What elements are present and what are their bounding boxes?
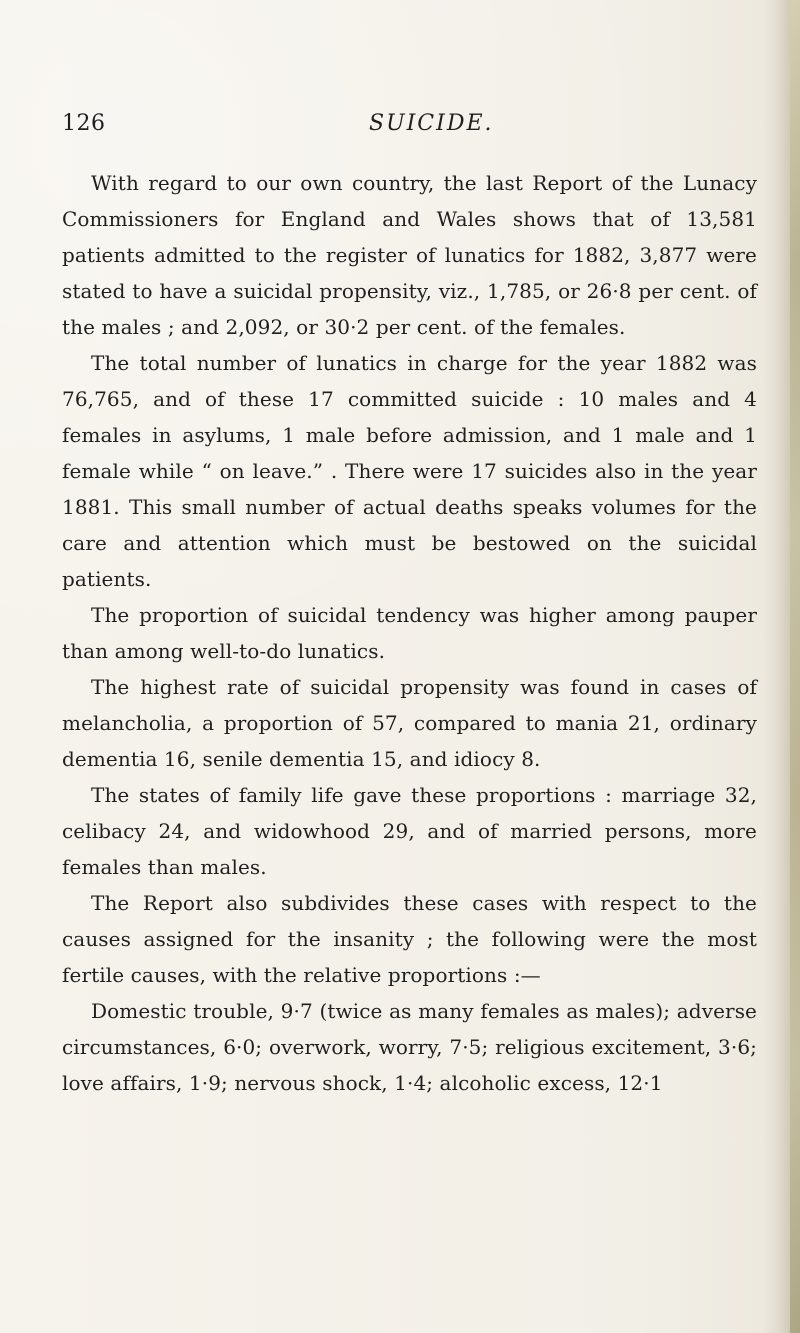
paragraph-pauper-proportion: The proportion of suicidal tendency was higher among pauper than among well-to-do lunatics. bbox=[62, 603, 757, 663]
page-number: 126 bbox=[62, 111, 106, 136]
page-header bbox=[62, 111, 762, 145]
paragraph-melancholia-rate: The highest rate of suicidal propensity was found in cases of melancholia, a proportion of 57, compared to mania 21, ordinary dementia 16, senile dementia 15, and idiocy 8. bbox=[62, 675, 757, 771]
paragraph-lunatics-in-charge: The total number of lunatics in charge for the year 1882 was 76,765, and of these 17 committed suicide : 10 males and 4 females in asylums, 1 male before admission, and 1 male and 1 female while “ on leave.” . There were 17 suicides also in the year 1881. This small number of actual deaths speaks volumes for the care and attention which must be bestowed on the suicidal patients. bbox=[62, 351, 757, 591]
running-title: SUICIDE. bbox=[369, 111, 494, 136]
paragraph-family-life: The states of family life gave these proportions : marriage 32, celibacy 24, and widowhood 29, and of married persons, more females than males. bbox=[62, 783, 757, 879]
page-edge bbox=[790, 0, 800, 1333]
paragraph-causes-intro: The Report also subdivides these cases with respect to the causes assigned for the insanity ; the following were the most fertile causes, with the relative proportions :— bbox=[62, 891, 757, 987]
paragraph-lunacy-report: With regard to our own country, the last Report of the Lunacy Commissioners for England and Wales shows that of 13,581 patients admitted to the register of lunatics for 1882, 3,877 were stated to have a suicidal propensity, viz., 1,785, or 26·8 per cent. of the males ; and 2,092, or 30·2 per cent. of the females. bbox=[62, 171, 757, 339]
paragraph-causes-list: Domestic trouble, 9·7 (twice as many females as males); adverse circumstances, 6·0; overwork, worry, 7·5; religious excitement, 3·6; love affairs, 1·9; nervous shock, 1·4; alcoholic excess, 12·1 bbox=[62, 999, 757, 1095]
page-body bbox=[62, 165, 757, 1101]
